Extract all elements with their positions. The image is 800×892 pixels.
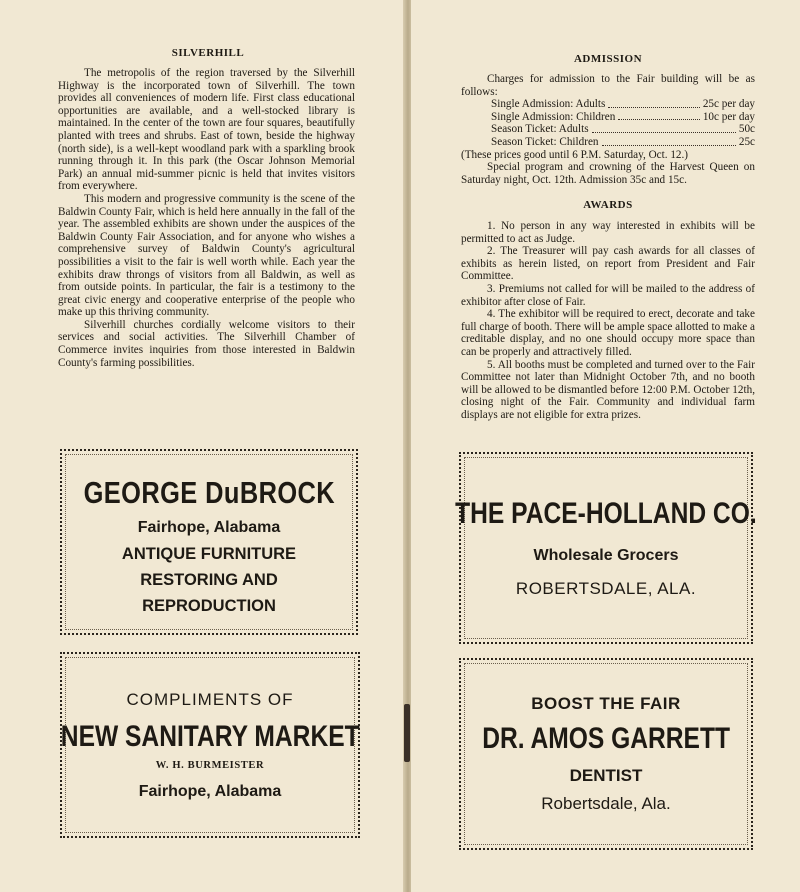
- price-row: [461, 123, 755, 136]
- silverhill-paragraph-3: Silverhill churches cordially welcome visitors to their services and social activities. The Silverhill Chamber of Commerce invites inquiries from those interested in Baldwin County's farming possibilities.: [58, 318, 355, 369]
- price-row: [461, 98, 755, 111]
- dubrock-city: Fairhope, Alabama: [137, 518, 281, 536]
- admission-heading: ADMISSION: [573, 53, 643, 65]
- price-leader: [592, 123, 736, 133]
- rule-number: 4.: [487, 308, 496, 321]
- ad-pace-holland: [455, 452, 757, 644]
- garrett-boost: BOOST THE FAIR: [531, 694, 681, 713]
- sanitary-city: Fairhope, Alabama: [138, 782, 282, 800]
- rule-text: Premiums not called for will be mailed to the address of exhibitor after close of Fair.: [461, 282, 755, 308]
- ad-new-sanitary-market: [60, 652, 360, 838]
- sanitary-compliments: COMPLIMENTS OF: [126, 689, 294, 709]
- rule-number: 1.: [487, 220, 496, 232]
- award-rule: [461, 359, 755, 422]
- price-amount: 25c per day: [702, 98, 755, 111]
- dubrock-line-3: REPRODUCTION: [142, 596, 276, 615]
- sanitary-name: NEW SANITARY MARKET: [60, 719, 360, 753]
- pace-holland-city: ROBERTSDALE, ALA.: [515, 579, 697, 598]
- rule-text: No person in any way interested in exhibits will be permitted to act as Judge.: [461, 220, 755, 245]
- rule-text: The Treasurer will pay cash awards for all classes of exhibits as herein listed, on report from President and Fair Committee.: [461, 245, 755, 283]
- price-amount: 25c: [738, 135, 755, 148]
- price-amount: 50c: [738, 123, 755, 136]
- admission-section: [461, 73, 755, 186]
- price-row: [461, 136, 755, 149]
- dubrock-name: GEORGE DuBROCK: [83, 474, 335, 510]
- rule-text: The exhibitor will be required to erect, decorate and take full charge of booth. There will be ample space allotted to make a creditable display, and no one should occupy more space than can be properly and attractively filled.: [461, 308, 755, 358]
- ad-george-dubrock: [60, 449, 358, 635]
- admission-intro: Charges for admission to the Fair building will be as follows:: [461, 73, 755, 98]
- rule-text: All booths must be completed and turned over to the Fair Committee not later than Midnight October 7th, and no booth will be allowed to be dismantled before 12:00 P.M. October 12th, closing night of the Fair. Community and individual farm displays are not eligible for extra prizes.: [461, 358, 755, 421]
- pace-holland-name: THE PACE-HOLLAND CO.: [455, 497, 757, 530]
- rule-number: 3.: [487, 282, 496, 295]
- garrett-city: Robertsdale, Ala.: [541, 794, 671, 813]
- rule-number: 5.: [487, 358, 496, 371]
- harvest-queen-note: Special program and crowning of the Harvest Queen on Saturday night, Oct. 12th. Admission 35c and 15c.: [461, 161, 755, 186]
- price-label: Single Admission: Children: [491, 110, 616, 123]
- garrett-profession: DENTIST: [569, 766, 643, 785]
- right-page: [411, 0, 800, 892]
- sanitary-owner: W. H. BURMEISTER: [155, 759, 265, 771]
- admission-price-note: (These prices good until 6 P.M. Saturday, Oct. 12.): [461, 148, 689, 161]
- award-rule: [461, 220, 755, 245]
- price-row: [461, 111, 755, 124]
- price-label: Single Admission: Adults: [491, 98, 606, 111]
- rule-number: 2.: [487, 245, 496, 258]
- award-rule: [461, 283, 755, 308]
- price-label: Season Ticket: Adults: [491, 123, 589, 136]
- ad-dr-amos-garrett: [459, 658, 753, 850]
- staple: [404, 704, 410, 762]
- price-leader: [618, 111, 699, 121]
- dubrock-line-2: RESTORING AND: [140, 570, 278, 589]
- silverhill-paragraph-1: The metropolis of the region traversed by the Silverhill Highway is the incorporated town of Silverhill. The town provides all conveniences of modern life. First class educational opportunities are available, and a well-stocked library is maintained. In the center of the town are four squares, beautifully planted with trees and shrubs. East of town, beside the highway (north side), is a well-kept woodland park with a sparkling brook running through it. In this park (the Oscar Johnson Memorial Park) an annual mid-summer picnic is held that invites visitors from everywhere.: [58, 67, 355, 193]
- price-amount: 10c per day: [702, 110, 755, 123]
- award-rule: [461, 308, 755, 358]
- price-leader: [608, 98, 699, 108]
- price-leader: [602, 136, 736, 146]
- award-rule: [461, 245, 755, 283]
- garrett-name: DR. AMOS GARRETT: [482, 722, 730, 755]
- silverhill-paragraph-2: This modern and progressive community is the scene of the Baldwin County Fair, which is held here annually in the fall of the year. The assembled exhibits are shown under the auspices of the Baldwin County Fair Association, and for anyone who wishes a comprehensive survey of Baldwin County's agricultural possibilities a visit to the fair is well worth while. Each year the exhibits draw throngs of visitors from all Baldwin, as well as from outside points. In particular, the fair is a testimony to the great civic energy and cooperative enterprise of the people who make up this thriving community.: [58, 192, 355, 319]
- awards-heading: AWARDS: [583, 199, 633, 211]
- price-label: Season Ticket: Children: [491, 135, 599, 148]
- dubrock-line-1: ANTIQUE FURNITURE: [121, 544, 297, 563]
- silverhill-text: [58, 67, 355, 369]
- pace-holland-line-1: Wholesale Grocers: [533, 547, 679, 564]
- silverhill-heading: SILVERHILL: [171, 47, 245, 59]
- awards-rules: [461, 220, 755, 422]
